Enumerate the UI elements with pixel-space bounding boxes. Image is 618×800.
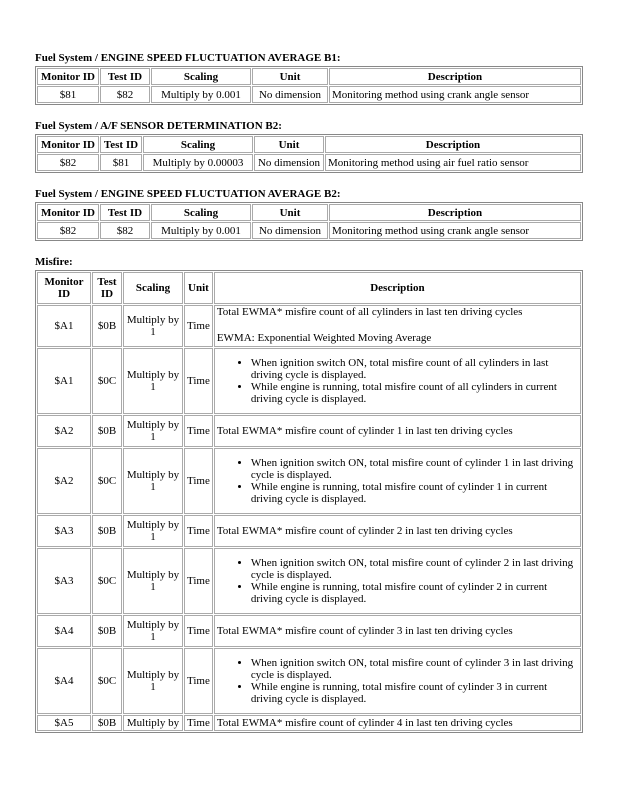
header-test-id: Test ID xyxy=(100,204,150,221)
cell-test-id: $0B xyxy=(92,715,122,731)
data-table xyxy=(35,202,583,241)
header-scaling: Scaling xyxy=(123,272,183,304)
header-monitor-id: Monitor ID xyxy=(37,204,99,221)
cell-monitor-id: $A2 xyxy=(37,415,91,447)
section-title: Fuel System / ENGINE SPEED FLUCTUATION AVERAGE B2: xyxy=(35,188,341,200)
section-b1-speed xyxy=(35,52,583,105)
table-row xyxy=(37,648,581,714)
section-b2-af-sensor xyxy=(35,120,583,173)
cell-test-id: $0B xyxy=(92,305,122,347)
table-row xyxy=(37,715,581,731)
cell-description xyxy=(214,515,581,547)
cell-monitor-id: $A5 xyxy=(37,715,91,731)
cell-scaling: Multiply by 1 xyxy=(123,515,183,547)
cell-unit: Time xyxy=(184,448,213,514)
bullet-item: • While engine is running, total misfire count of cylinder 1 in current driving cycle is displayed. xyxy=(251,481,578,505)
section-title: Misfire: xyxy=(35,256,73,268)
cell-description xyxy=(214,548,581,614)
header-description: Description xyxy=(329,68,581,85)
cell-test-id: $0B xyxy=(92,415,122,447)
cell-unit: No dimension xyxy=(252,222,328,239)
bullet-item: • When ignition switch ON, total misfire count of cylinder 2 in last driving cycle is displayed. xyxy=(251,557,578,581)
header-scaling: Scaling xyxy=(143,136,253,153)
cell-unit: Time xyxy=(184,348,213,414)
cell-monitor-id: $A3 xyxy=(37,548,91,614)
cell-monitor-id: $A4 xyxy=(37,615,91,647)
cell-scaling: Multiply by 1 xyxy=(123,448,183,514)
cell-scaling: Multiply by 1 xyxy=(123,415,183,447)
bullet-list xyxy=(217,557,578,605)
cell-test-id: $0C xyxy=(92,348,122,414)
cell-test-id: $82 xyxy=(100,86,150,103)
bullet-list xyxy=(217,457,578,505)
description-text: Total EWMA* misfire count of cylinder 4 in last ten driving cycles xyxy=(216,717,513,729)
description-note: EWMA: Exponential Weighted Moving Average xyxy=(216,332,432,344)
header-unit: Unit xyxy=(184,272,213,304)
table-row xyxy=(37,515,581,547)
cell-monitor-id: $82 xyxy=(37,154,99,171)
cell-unit: Time xyxy=(184,615,213,647)
description-text: Total EWMA* misfire count of cylinder 1 in last ten driving cycles xyxy=(216,425,513,437)
cell-description: Monitoring method using crank angle sensor xyxy=(329,86,581,103)
bullet-item: • When ignition switch ON, total misfire count of all cylinders in last driving cycle is displayed. xyxy=(251,357,578,381)
cell-description: Monitoring method using air fuel ratio sensor xyxy=(325,154,581,171)
header-unit: Unit xyxy=(252,68,328,85)
table-row xyxy=(37,154,581,171)
cell-unit: Time xyxy=(184,715,213,731)
header-monitor-id: Monitor ID xyxy=(37,136,99,153)
cell-scaling: Multiply by 1 xyxy=(123,548,183,614)
description-text: Total EWMA* misfire count of all cylinders in last ten driving cycles xyxy=(216,306,523,318)
table-row xyxy=(37,548,581,614)
cell-unit: Time xyxy=(184,305,213,347)
cell-scaling: Multiply by 1 xyxy=(123,348,183,414)
cell-test-id: $0C xyxy=(92,448,122,514)
cell-description: Monitoring method using crank angle sensor xyxy=(329,222,581,239)
section-misfire xyxy=(35,256,583,733)
header-scaling: Scaling xyxy=(151,68,251,85)
cell-monitor-id: $A1 xyxy=(37,305,91,347)
cell-test-id: $81 xyxy=(100,154,142,171)
cell-description xyxy=(214,448,581,514)
section-b2-speed xyxy=(35,188,583,241)
bullet-item: • When ignition switch ON, total misfire count of cylinder 1 in last driving cycle is displayed. xyxy=(251,457,578,481)
header-test-id: Test ID xyxy=(100,136,142,153)
cell-scaling: Multiply by 0.00003 xyxy=(143,154,253,171)
header-description: Description xyxy=(325,136,581,153)
description-text: Total EWMA* misfire count of cylinder 3 in last ten driving cycles xyxy=(216,625,513,637)
cell-scaling: Multiply by xyxy=(123,715,183,731)
table-row xyxy=(37,222,581,239)
cell-monitor-id: $A4 xyxy=(37,648,91,714)
section-title: Fuel System / ENGINE SPEED FLUCTUATION AVERAGE B1: xyxy=(35,52,341,64)
cell-monitor-id: $82 xyxy=(37,222,99,239)
cell-scaling: Multiply by 0.001 xyxy=(151,86,251,103)
cell-description xyxy=(214,615,581,647)
table-row xyxy=(37,615,581,647)
cell-unit: No dimension xyxy=(252,86,328,103)
cell-unit: Time xyxy=(184,515,213,547)
table-row xyxy=(37,415,581,447)
data-table xyxy=(35,134,583,173)
cell-monitor-id: $A2 xyxy=(37,448,91,514)
cell-test-id: $0C xyxy=(92,648,122,714)
cell-unit: Time xyxy=(184,548,213,614)
table-row xyxy=(37,86,581,103)
misfire-table xyxy=(35,270,583,733)
table-row xyxy=(37,348,581,414)
header-scaling: Scaling xyxy=(151,204,251,221)
cell-scaling: Multiply by 1 xyxy=(123,305,183,347)
cell-unit: Time xyxy=(184,415,213,447)
cell-description xyxy=(214,415,581,447)
bullet-item: • While engine is running, total misfire count of cylinder 3 in current driving cycle is displayed. xyxy=(251,681,578,705)
cell-description xyxy=(214,715,581,731)
cell-test-id: $0C xyxy=(92,548,122,614)
cell-test-id: $0B xyxy=(92,615,122,647)
header-monitor-id: Monitor ID xyxy=(37,272,91,304)
cell-unit: Time xyxy=(184,648,213,714)
section-title: Fuel System / A/F SENSOR DETERMINATION B2: xyxy=(35,120,282,132)
header-test-id: Test ID xyxy=(100,68,150,85)
header-unit: Unit xyxy=(254,136,324,153)
header-description: Description xyxy=(329,204,581,221)
cell-test-id: $82 xyxy=(100,222,150,239)
header-description: Description xyxy=(214,272,581,304)
header-unit: Unit xyxy=(252,204,328,221)
cell-unit: No dimension xyxy=(254,154,324,171)
cell-monitor-id: $A1 xyxy=(37,348,91,414)
cell-monitor-id: $81 xyxy=(37,86,99,103)
bullet-item: • When ignition switch ON, total misfire count of cylinder 3 in last driving cycle is displayed. xyxy=(251,657,578,681)
data-table xyxy=(35,66,583,105)
table-row xyxy=(37,448,581,514)
cell-scaling: Multiply by 1 xyxy=(123,615,183,647)
bullet-item: • While engine is running, total misfire count of all cylinders in current driving cycle is displayed. xyxy=(251,381,578,405)
header-monitor-id: Monitor ID xyxy=(37,68,99,85)
bullet-list xyxy=(217,357,578,405)
header-test-id: Test ID xyxy=(92,272,122,304)
table-row xyxy=(37,305,581,347)
cell-monitor-id: $A3 xyxy=(37,515,91,547)
cell-description xyxy=(214,648,581,714)
bullet-item: • While engine is running, total misfire count of cylinder 2 in current driving cycle is displayed. xyxy=(251,581,578,605)
bullet-list xyxy=(217,657,578,705)
cell-description xyxy=(214,348,581,414)
description-text: Total EWMA* misfire count of cylinder 2 in last ten driving cycles xyxy=(216,525,513,537)
cell-scaling: Multiply by 0.001 xyxy=(151,222,251,239)
cell-scaling: Multiply by 1 xyxy=(123,648,183,714)
cell-description xyxy=(214,305,581,347)
cell-test-id: $0B xyxy=(92,515,122,547)
